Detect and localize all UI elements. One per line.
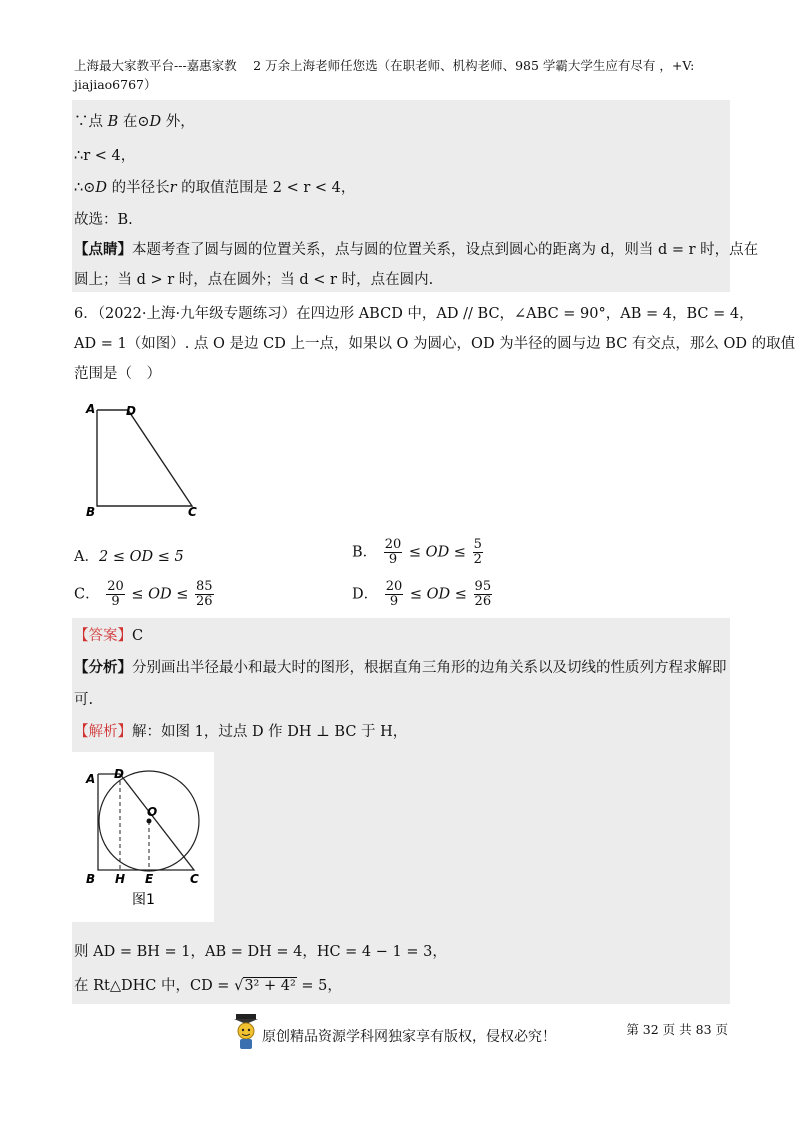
scholar-mascot-icon: [232, 1012, 260, 1052]
fraction: $\frac{20}{9}$: [385, 579, 403, 609]
fig1-caption: 图1: [132, 892, 155, 908]
fraction: $\frac{20}{9}$: [107, 579, 124, 609]
fig1-label-h: H: [115, 872, 126, 886]
option-a[interactable]: A．2 ≤ OD ≤ 5: [74, 549, 184, 565]
fig-label-b: B: [86, 505, 96, 519]
fig1-label-e: E: [145, 872, 154, 886]
question-line-3: 范围是（ ）: [74, 366, 161, 382]
fig-label-a: A: [86, 402, 96, 416]
option-d[interactable]: D． $\frac{20}{9}$ ≤ OD ≤ $\frac{95}{26}$: [352, 579, 492, 609]
prev-line-2: ∴r < 4，: [74, 148, 136, 164]
prev-line-6: 圆上；当 d > r 时，点在圆外；当 d < r 时，点在圆内.: [74, 272, 434, 288]
fraction: $\frac{85}{26}$: [196, 579, 213, 609]
copyright-notice: 原创精品资源学科网独家享有版权，侵权必究！: [262, 1029, 556, 1045]
eq-line-2: 在 Rt△DHC 中，CD = √3² + 4² = 5，: [74, 978, 342, 994]
prev-line-5: 【点睛】本题考查了圆与圆的位置关系，点与圆的位置关系，设点到圆心的距离为 d，则当 d = r 时，点在: [74, 241, 759, 258]
option-c[interactable]: C． $\frac{20}{9}$ ≤ OD ≤ $\frac{85}{26}$: [74, 579, 213, 609]
sqrt-sign: √: [234, 978, 244, 994]
fraction: $\frac{5}{2}$: [473, 537, 482, 567]
answer-line: 【答案】C: [74, 628, 144, 644]
dianjing-tag: 【点睛】: [74, 241, 132, 258]
eq-line-1: 则 AD = BH = 1，AB = DH = 4，HC = 4 − 1 = 3，: [74, 944, 447, 960]
fig1-label-a: A: [86, 772, 96, 786]
fig1-label-d: D: [114, 767, 124, 781]
fig1-label-c: C: [190, 872, 199, 886]
option-b[interactable]: B． $\frac{20}{9}$ ≤ OD ≤ $\frac{5}{2}$: [352, 537, 482, 567]
prev-line-4: 故选：B.: [74, 212, 133, 228]
prev-line-1: ∵点 B 在⊙D 外，: [74, 114, 195, 130]
fig1-label-o: O: [147, 805, 158, 819]
detail-line-1: 【解析】解：如图 1，过点 D 作 DH ⊥ BC 于 H，: [74, 724, 408, 740]
answer-tag: 【答案】: [74, 628, 132, 644]
figure-trapezoid: [80, 398, 210, 524]
page-number: 第 32 页 共 83 页: [626, 1022, 728, 1037]
fraction: $\frac{20}{9}$: [384, 537, 402, 567]
question-line-1: 6．（2022·上海·九年级专题练习）在四边形 ABCD 中，AD // BC，∠ABC = 90°，AB = 4，BC = 4，: [74, 306, 754, 322]
detail-tag: 【解析】: [74, 724, 132, 740]
fig-label-c: C: [188, 505, 197, 519]
fraction: $\frac{95}{26}$: [474, 579, 492, 609]
prev-line-3: ∴⊙D 的半径长r 的取值范围是 2 < r < 4，: [74, 180, 356, 196]
question-line-2: AD = 1（如图）. 点 O 是边 CD 上一点，如果以 O 为圆心，OD 为半径的圆与边 BC 有交点，那么 OD 的取值: [74, 336, 796, 352]
fig-label-d: D: [126, 404, 136, 418]
page-header: 上海最大家教平台---嘉惠家教 2 万余上海老师任您选（在职老师、机构老师、985 学霸大学生应有尽有 ，+V: jiajiao6767）: [74, 58, 695, 92]
analysis-tag: 【分析】: [74, 659, 132, 676]
fig1-label-b: B: [86, 872, 96, 886]
analysis-line-1: 【分析】分别画出半径最小和最大时的图形，根据直角三角形的边角关系以及切线的性质列方程求解即: [74, 659, 727, 676]
figure-1: [72, 752, 214, 922]
analysis-line-2: 可.: [74, 692, 94, 708]
